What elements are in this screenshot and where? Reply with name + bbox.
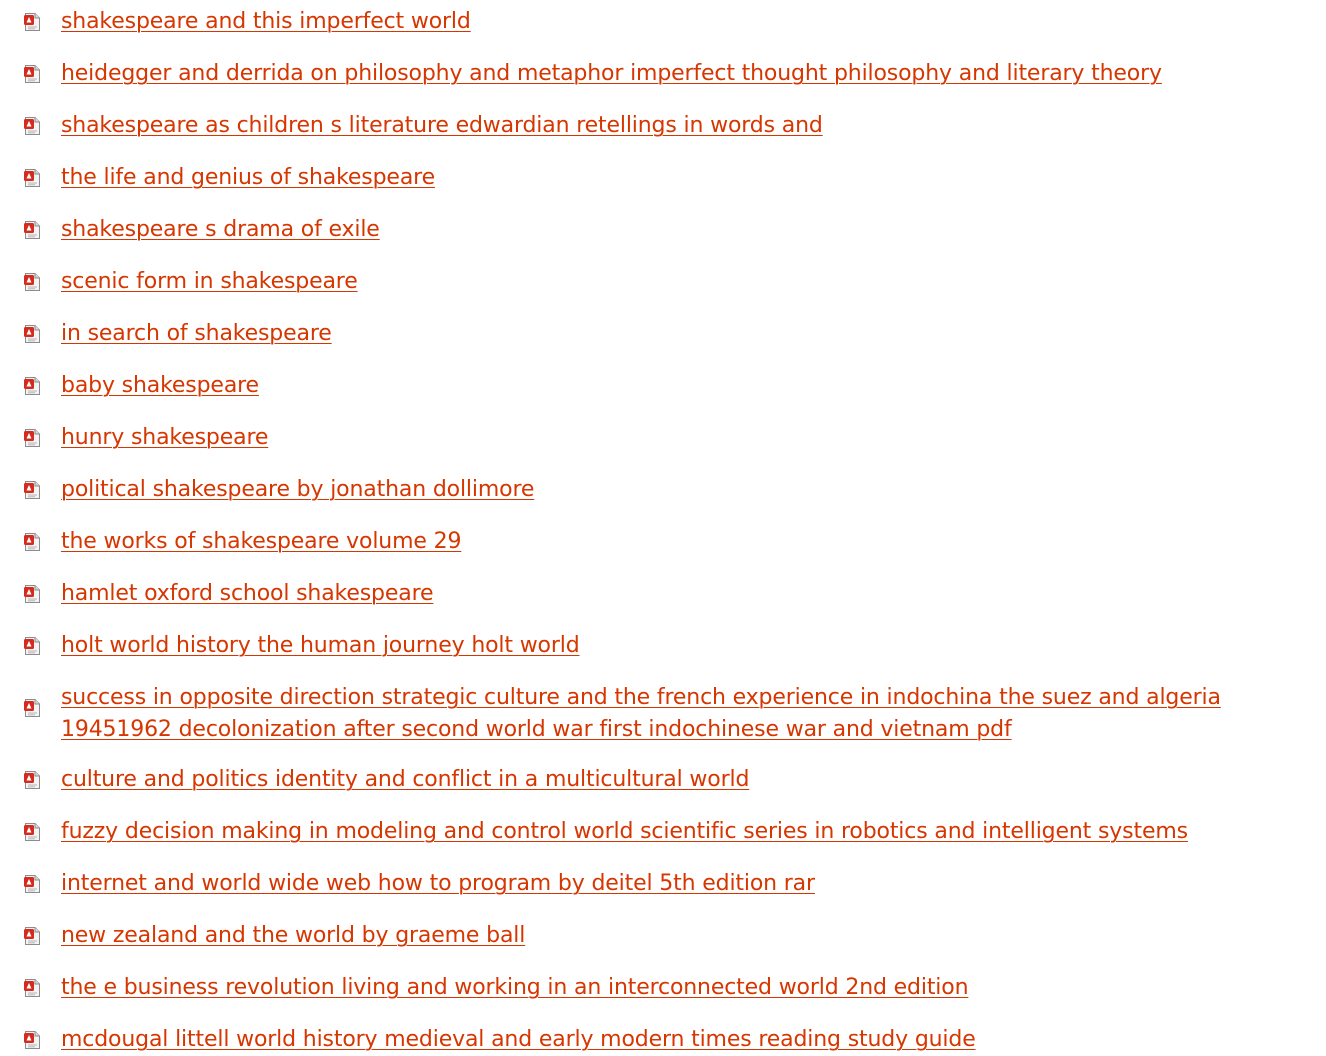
pdf-icon bbox=[24, 875, 40, 893]
pdf-icon bbox=[24, 699, 40, 717]
pdf-icon bbox=[24, 637, 40, 655]
pdf-icon bbox=[24, 533, 40, 551]
pdf-icon bbox=[24, 585, 40, 603]
pdf-link[interactable]: heidegger and derrida on philosophy and metaphor imperfect thought philosophy and literary theory bbox=[61, 61, 1162, 86]
pdf-icon bbox=[24, 65, 40, 83]
pdf-icon bbox=[24, 13, 40, 31]
pdf-link[interactable]: shakespeare and this imperfect world bbox=[61, 9, 471, 34]
pdf-icon bbox=[24, 273, 40, 291]
pdf-link[interactable]: internet and world wide web how to program by deitel 5th edition rar bbox=[61, 871, 815, 896]
pdf-icon bbox=[24, 481, 40, 499]
pdf-link[interactable]: the works of shakespeare volume 29 bbox=[61, 529, 462, 554]
pdf-link[interactable]: scenic form in shakespeare bbox=[61, 269, 358, 294]
pdf-icon bbox=[24, 823, 40, 841]
pdf-link[interactable]: hamlet oxford school shakespeare bbox=[61, 581, 434, 606]
pdf-link[interactable]: the life and genius of shakespeare bbox=[61, 165, 435, 190]
pdf-icon bbox=[24, 117, 40, 135]
pdf-icon bbox=[24, 771, 40, 789]
pdf-link[interactable]: success in opposite direction strategic culture and the french experience in indochina the suez and algeria 19451962 decolonization after second world war first indochinese war and vietnam pdf bbox=[61, 685, 1221, 742]
pdf-link[interactable]: holt world history the human journey holt world bbox=[61, 633, 580, 658]
pdf-icon bbox=[24, 1031, 40, 1049]
pdf-icon bbox=[24, 169, 40, 187]
pdf-icon bbox=[24, 979, 40, 997]
pdf-link[interactable]: the e business revolution living and working in an interconnected world 2nd edition bbox=[61, 975, 969, 1000]
pdf-icon bbox=[24, 377, 40, 395]
pdf-icon bbox=[24, 429, 40, 447]
pdf-link[interactable]: fuzzy decision making in modeling and control world scientific series in robotics and intelligent systems bbox=[61, 819, 1188, 844]
pdf-link[interactable]: baby shakespeare bbox=[61, 373, 259, 398]
pdf-link[interactable]: shakespeare s drama of exile bbox=[61, 217, 380, 242]
pdf-link[interactable]: new zealand and the world by graeme ball bbox=[61, 923, 526, 948]
pdf-link[interactable]: shakespeare as children s literature edwardian retellings in words and bbox=[61, 113, 823, 138]
pdf-link[interactable]: hunry shakespeare bbox=[61, 425, 269, 450]
pdf-link[interactable]: mcdougal littell world history medieval and early modern times reading study guide bbox=[61, 1027, 976, 1052]
pdf-icon bbox=[24, 325, 40, 343]
pdf-link[interactable]: culture and politics identity and conflict in a multicultural world bbox=[61, 767, 750, 792]
pdf-link[interactable]: political shakespeare by jonathan dollimore bbox=[61, 477, 535, 502]
pdf-icon bbox=[24, 927, 40, 945]
pdf-icon bbox=[24, 221, 40, 239]
pdf-link[interactable]: in search of shakespeare bbox=[61, 321, 332, 346]
